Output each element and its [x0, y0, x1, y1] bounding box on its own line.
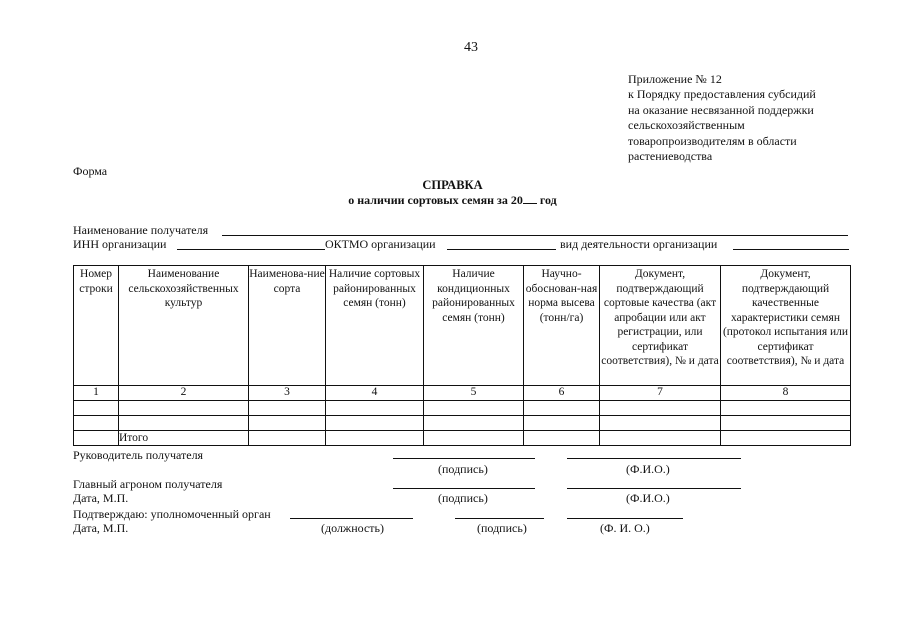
authority-signature-line[interactable] [455, 518, 544, 519]
header-seeding-rate: Научно-обоснован-ная норма высева (тонн/га) [524, 266, 600, 386]
oktmo-label: ОКТМО организации [325, 237, 436, 251]
head-label: Руководитель получателя [73, 448, 204, 462]
agronomist-signature-line[interactable] [393, 488, 535, 489]
subtitle-suffix: год [536, 193, 557, 207]
header-crop-name: Наименование сельскохозяйственных культур [119, 266, 249, 386]
column-number: 5 [424, 386, 524, 401]
appendix-line: растениеводства [628, 149, 713, 164]
signature-caption: (подпись) [438, 462, 488, 476]
inn-field[interactable] [177, 249, 325, 250]
table-cell[interactable] [249, 431, 326, 446]
signature-caption: (подпись) [438, 491, 488, 505]
table-cell[interactable] [721, 416, 851, 431]
appendix-line: товаропроизводителям в области [628, 133, 797, 148]
subtitle-prefix: о наличии сортовых семян за 20 [348, 193, 523, 207]
table-cell[interactable] [326, 431, 424, 446]
total-row [74, 431, 851, 446]
table-cell[interactable] [424, 431, 524, 446]
table-cell[interactable] [524, 401, 600, 416]
table-cell[interactable] [326, 401, 424, 416]
table-cell[interactable] [74, 416, 119, 431]
table-cell[interactable] [326, 416, 424, 431]
appendix-line: Приложение № 12 [628, 72, 722, 86]
table-cell[interactable] [424, 401, 524, 416]
seeds-table [73, 265, 851, 446]
header-row-number: Номер строки [74, 266, 119, 386]
table-cell[interactable] [249, 401, 326, 416]
column-number: 2 [119, 386, 249, 401]
year-blank [523, 193, 537, 204]
column-number: 6 [524, 386, 600, 401]
document-subtitle [0, 193, 905, 208]
column-number: 8 [721, 386, 851, 401]
table-cell[interactable] [600, 401, 721, 416]
position-caption: (должность) [321, 521, 384, 535]
activity-label: вид деятельности организации [560, 237, 718, 251]
signature-caption: (подпись) [477, 521, 527, 535]
table-cell[interactable] [74, 401, 119, 416]
column-number-row [74, 386, 851, 401]
table-row [74, 401, 851, 416]
table-cell[interactable] [524, 416, 600, 431]
appendix-line: к Порядку предоставления субсидий [628, 87, 816, 102]
inn-label: ИНН организации [73, 237, 167, 251]
appendix-note [628, 72, 816, 164]
recipient-name-field[interactable] [222, 235, 848, 236]
table-cell[interactable] [600, 431, 721, 446]
document-title: СПРАВКА [422, 178, 483, 192]
appendix-line: на оказание несвязанной поддержки [628, 102, 814, 117]
table-cell[interactable] [524, 431, 600, 446]
oktmo-field[interactable] [447, 249, 556, 250]
table-header-row [74, 266, 851, 386]
header-quality-document: Документ, подтверждающий качественные характеристики семян (протокол испытания или сертификат соответствия), № и дата [721, 266, 851, 386]
table-cell[interactable] [721, 401, 851, 416]
activity-field[interactable] [733, 249, 849, 250]
fio-caption: (Ф. И. О.) [600, 521, 650, 535]
agronomist-fio-line[interactable] [567, 488, 741, 489]
column-number: 7 [600, 386, 721, 401]
date-stamp-label: Дата, М.П. [73, 521, 129, 535]
table-cell[interactable] [74, 431, 119, 446]
header-variety-name: Наименова-ние сорта [249, 266, 326, 386]
head-signature-line[interactable] [393, 458, 535, 459]
fio-caption: (Ф.И.О.) [626, 491, 670, 505]
header-varietal-seeds: Наличие сортовых районированных семян (тонн) [326, 266, 424, 386]
header-varietal-document: Документ, подтверждающий сортовые качества (акт апробации или акт регистрации, или сертификат соответствия), № и дата [600, 266, 721, 386]
table-cell[interactable] [119, 401, 249, 416]
appendix-line: сельскохозяйственным [628, 118, 745, 133]
column-number: 1 [74, 386, 119, 401]
table-cell[interactable] [721, 431, 851, 446]
header-conditioned-seeds: Наличие кондиционных районированных семян (тонн) [424, 266, 524, 386]
column-number: 4 [326, 386, 424, 401]
confirm-label: Подтверждаю: уполномоченный орган [73, 507, 271, 521]
table-cell[interactable] [600, 416, 721, 431]
recipient-name-label: Наименование получателя [73, 223, 209, 237]
total-label: Итого [119, 431, 249, 446]
agronomist-label: Главный агроном получателя [73, 477, 223, 491]
form-label: Форма [73, 164, 108, 178]
table-row [74, 416, 851, 431]
fio-caption: (Ф.И.О.) [626, 462, 670, 476]
page-number: 43 [464, 40, 478, 55]
column-number: 3 [249, 386, 326, 401]
table-cell[interactable] [119, 416, 249, 431]
date-stamp-label: Дата, М.П. [73, 491, 129, 505]
table-cell[interactable] [249, 416, 326, 431]
table-cell[interactable] [424, 416, 524, 431]
head-fio-line[interactable] [567, 458, 741, 459]
position-line[interactable] [290, 518, 413, 519]
authority-fio-line[interactable] [567, 518, 683, 519]
